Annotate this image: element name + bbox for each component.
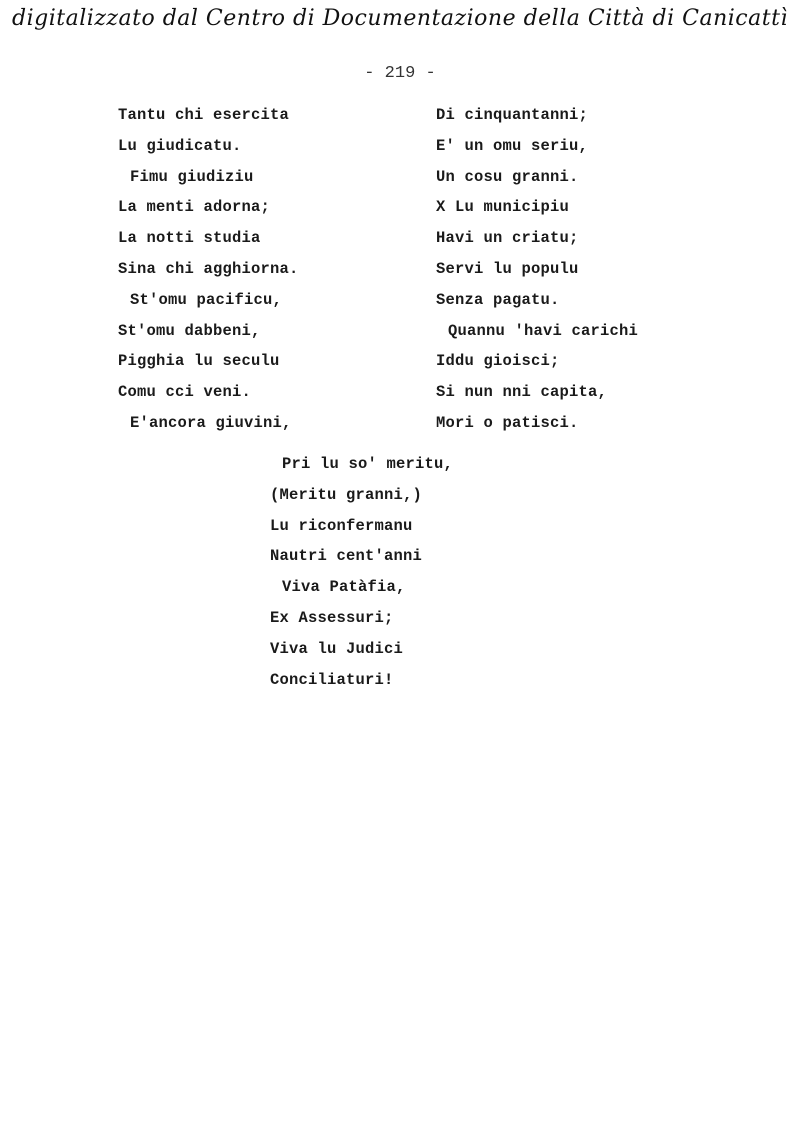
poem-line: St'omu pacificu, <box>130 290 283 309</box>
poem-left-column <box>118 100 299 439</box>
poem-line: Si nun nni capita, <box>436 383 608 402</box>
poem-line: Tantu chi esercita <box>118 106 290 124</box>
poem-line: Pigghia lu seculu <box>118 352 280 371</box>
poem-line: Ex Assessuri; <box>270 608 394 627</box>
poem-line: Iddu gioisci; <box>436 352 560 371</box>
poem-line: Senza pagatu. <box>436 290 560 309</box>
poem-line: Quannu 'havi carichi <box>448 321 639 340</box>
poem-line: Lu giudicatu. <box>118 136 242 155</box>
poem-line: E' un omu seriu, <box>436 136 589 155</box>
poem-line: Viva Patàfia, <box>282 578 406 597</box>
poem-line: Fimu giudiziu <box>130 167 254 186</box>
poem-line: La notti studia <box>118 229 261 248</box>
poem-line: La menti adorna; <box>118 198 271 217</box>
digitization-header: digitalizzato dal Centro di Documentazione della Città di Canicattì <box>12 6 788 31</box>
page-number: - 219 - <box>364 64 436 83</box>
poem-line: X Lu municipiu <box>436 198 570 217</box>
poem-line: Viva lu Judici <box>270 639 404 658</box>
poem-line: Di cinquantanni; <box>436 106 589 124</box>
poem-line: St'omu dabbeni, <box>118 321 261 340</box>
poem-line: Servi lu populu <box>436 259 579 278</box>
poem-line: Mori o patisci. <box>436 413 579 432</box>
poem-closing-stanza <box>270 449 453 695</box>
poem-line: Un cosu granni. <box>436 167 579 186</box>
poem-line: Nautri cent'anni <box>270 547 423 566</box>
poem-line: Comu cci veni. <box>118 383 252 402</box>
poem-right-column <box>436 100 638 439</box>
poem-line: Sina chi agghiorna. <box>118 259 299 278</box>
poem-line: Pri lu so' meritu, <box>282 455 454 473</box>
poem-line: (Meritu granni,) <box>270 485 423 504</box>
poem-line: E'ancora giuvini, <box>130 413 292 432</box>
poem-line: Conciliaturi! <box>270 670 394 689</box>
poem-line: Havi un criatu; <box>436 229 579 248</box>
poem-line: Lu riconfermanu <box>270 516 413 535</box>
